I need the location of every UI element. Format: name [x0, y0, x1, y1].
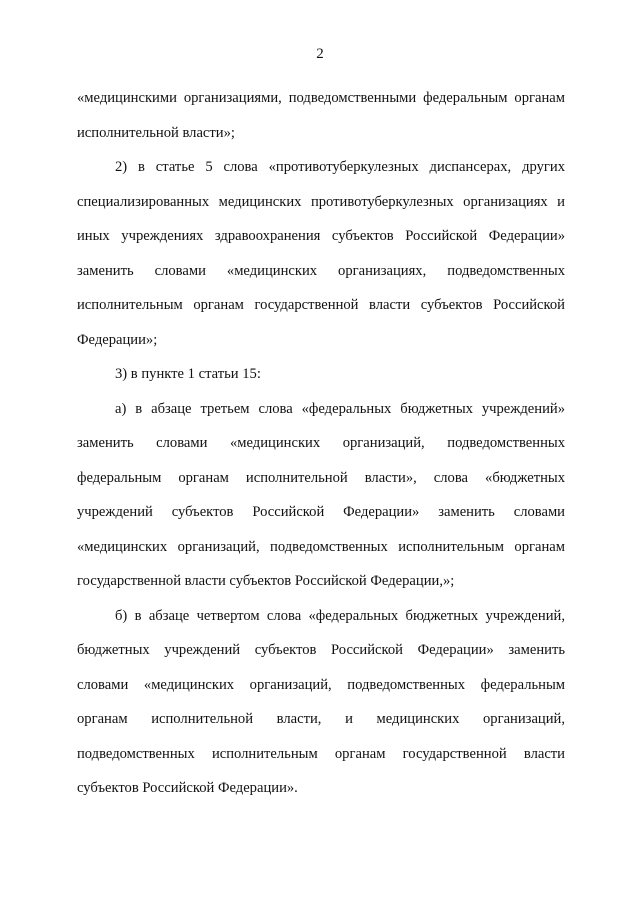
paragraph-item-2: 2) в статье 5 слова «противотуберкулезных диспансерах, других специализированных медицинских противотуберкулезных организациях и иных учреждениях здравоохранения субъектов Российской Федерации» заменить словами «медицинских организациях, подведомственных исполнительным органам государственной власти субъектов Российской Федерации»; — [77, 159, 565, 348]
paragraph-continuation: «медицинскими организациями, подведомственными федеральным органам исполнительной власти»; — [77, 90, 565, 141]
document-body — [77, 81, 565, 806]
paragraph-subitem-a: а) в абзаце третьем слова «федеральных бюджетных учреждений» заменить словами «медицинских организаций, подведомственных федеральным органам исполнительной власти», слова «бюджетных учреждений субъектов Российской Федерации» заменить словами «медицинских организаций, подведомственных исполнительным органам государственной власти субъектов Российской Федерации,»; — [77, 400, 565, 589]
paragraph-subitem-b: б) в абзаце четвертом слова «федеральных бюджетных учреждений, бюджетных учреждений субъектов Российской Федерации» заменить словами «медицинских организаций, подведомственных федеральным органам исполнительной власти, и медицинских организаций, подведомственных исполнительным органам государственной власти субъектов Российской Федерации». — [77, 607, 565, 796]
paragraph-item-3: 3) в пункте 1 статьи 15: — [115, 366, 261, 382]
page-number: 2 — [316, 46, 324, 62]
